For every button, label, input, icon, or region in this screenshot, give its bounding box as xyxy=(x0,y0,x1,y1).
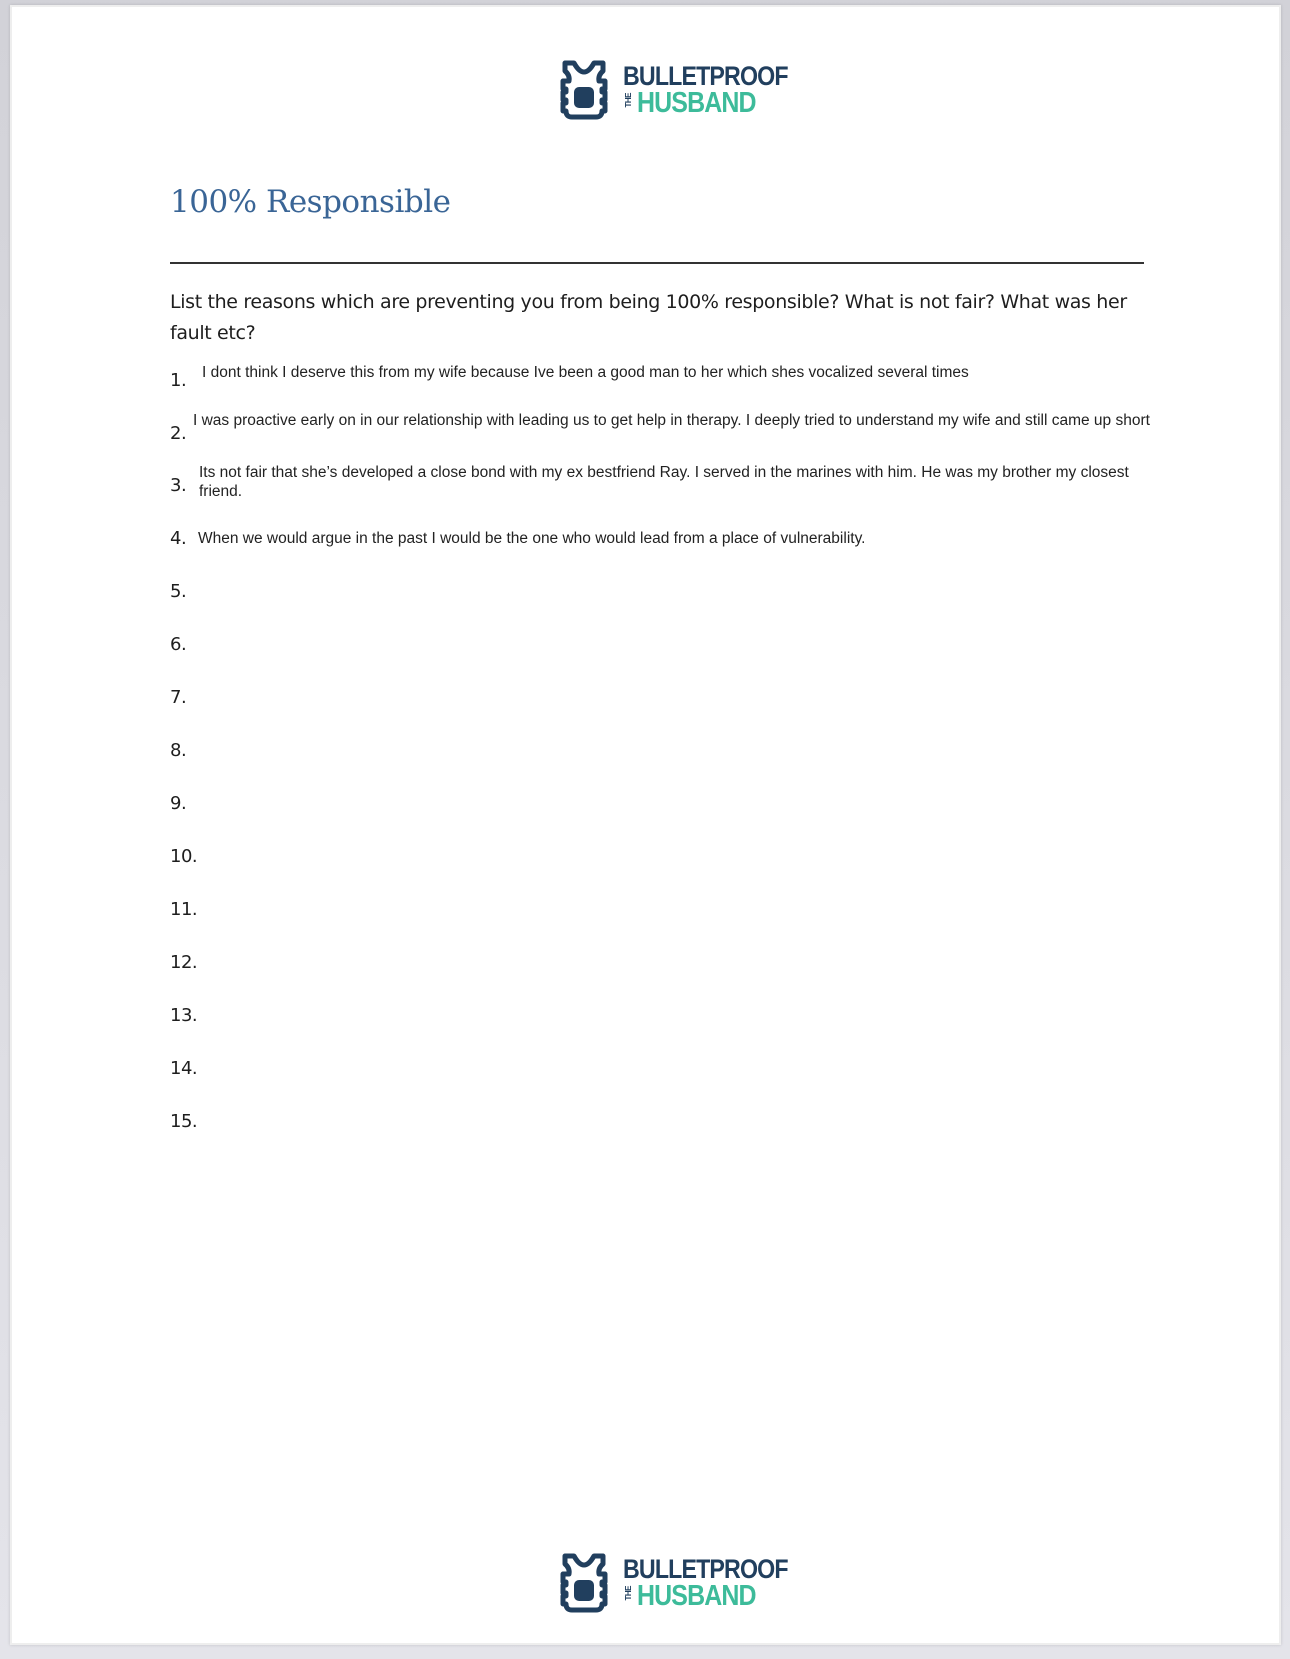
vest-icon xyxy=(557,59,611,121)
brand-line2: HUSBAND xyxy=(637,87,756,119)
item-number: 4. xyxy=(170,528,187,549)
brand-line2: HUSBAND xyxy=(637,1580,756,1612)
footer-logo xyxy=(557,1552,797,1614)
brand-wordmark xyxy=(623,62,793,118)
brand-line1: BULLETPROOF xyxy=(623,61,788,91)
page-title: 100% Responsible xyxy=(170,184,451,220)
item-number: 3. xyxy=(170,475,187,496)
item-number: 10. xyxy=(170,846,198,867)
item-number: 15. xyxy=(170,1111,198,1132)
item-number: 9. xyxy=(170,793,187,814)
answer-text[interactable]: I was proactive early on in our relationship with leading us to get help in therapy. I deeply tried to understand my wife and still came up short xyxy=(193,412,1150,429)
instructions: List the reasons which are preventing you from being 100% responsible? What is not fair? What was her fault etc? xyxy=(170,291,1127,344)
item-number: 2. xyxy=(170,423,187,444)
item-number: 13. xyxy=(170,1005,198,1026)
item-number: 5. xyxy=(170,581,187,602)
document-page xyxy=(10,5,1281,1645)
answer-text[interactable]: When we would argue in the past I would be the one who would lead from a place of vulnerability. xyxy=(198,530,866,547)
brand-line1: BULLETPROOF xyxy=(623,1554,788,1584)
answer-text[interactable]: Its not fair that she’s developed a close bond with my ex bestfriend Ray. I served in the marines with him. He was my brother my closest friend. xyxy=(199,464,1129,500)
item-number: 7. xyxy=(170,687,187,708)
item-number: 12. xyxy=(170,952,198,973)
item-number: 14. xyxy=(170,1058,198,1079)
item-number: 6. xyxy=(170,634,187,655)
header-logo xyxy=(557,59,797,121)
item-number: 1. xyxy=(170,370,187,391)
brand-wordmark xyxy=(623,1555,793,1611)
item-number: 11. xyxy=(170,899,198,920)
answer-text[interactable]: I dont think I deserve this from my wife because Ive been a good man to her which shes vocalized several times xyxy=(202,364,969,381)
title-divider xyxy=(170,262,1144,264)
item-number: 8. xyxy=(170,740,187,761)
brand-the: THE xyxy=(624,93,633,108)
brand-the: THE xyxy=(624,1586,633,1601)
vest-icon xyxy=(557,1552,611,1614)
